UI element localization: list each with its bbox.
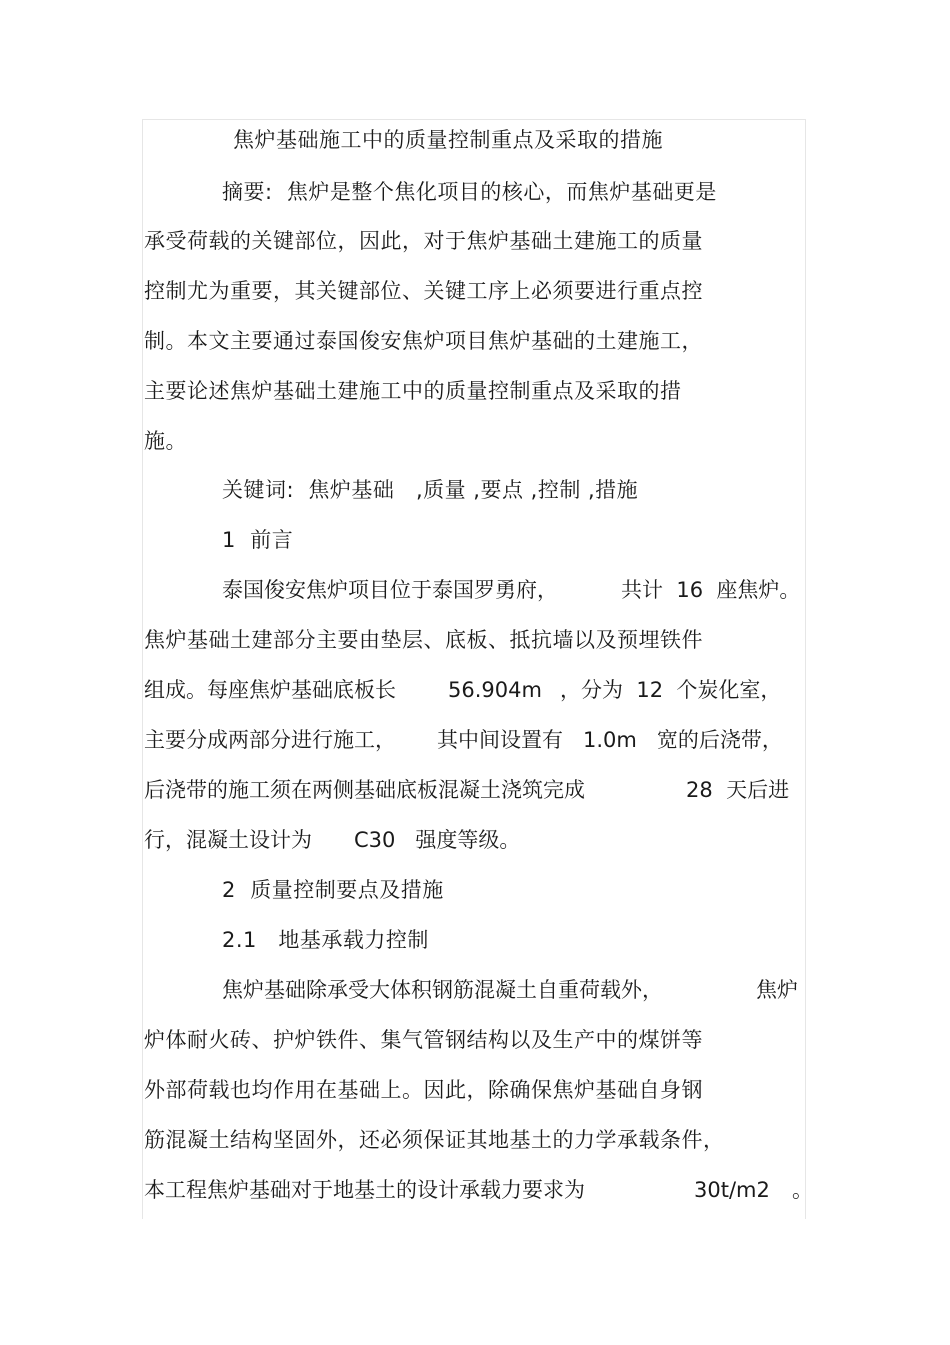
section-1-heading: 1 前言 (222, 528, 294, 552)
section-2-1-heading: 2.1 地基承载力控制 (222, 928, 429, 952)
sec21-line-1b: 焦炉 (756, 978, 798, 1002)
sec21-line-5a: 本工程焦炉基础对于地基土的设计承载力要求为 (144, 1178, 585, 1202)
sec1-line-3a: 组成。每座焦炉基础底板长 (144, 678, 396, 702)
abstract-line-3: 控制尤为重要，其关键部位、关键工序上必须要进行重点控 (144, 279, 703, 303)
sec1-line-3b: 56.904m (448, 678, 542, 702)
sec1-line-4a: 主要分成两部分进行施工， (144, 728, 396, 752)
abstract-line-4: 制。本文主要通过泰国俊安焦炉项目焦炉基础的土建施工， (144, 329, 703, 353)
sec1-line-6a: 行，混凝土设计为 (144, 828, 312, 852)
doc-title: 焦炉基础施工中的质量控制重点及采取的措施 (233, 128, 663, 152)
sec1-line-5b: 28 天后进 (686, 778, 790, 802)
keywords: 关键词: 焦炉基础 ,质量 ,要点 ,控制 ,措施 (222, 478, 639, 502)
sec1-line-1b: 共计 16 座焦炉。 (621, 578, 801, 602)
sec21-line-1a: 焦炉基础除承受大体积钢筋混凝土自重荷载外， (222, 978, 663, 1002)
sec1-line-4b: 其中间设置有 1.0m 宽的后浇带， (437, 728, 783, 752)
abstract-line-2: 承受荷载的关键部位，因此，对于焦炉基础土建施工的质量 (144, 229, 703, 253)
sec21-line-5b: 30t/m2 (694, 1178, 770, 1202)
sec21-line-2: 炉体耐火砖、护炉铁件、集气管钢结构以及生产中的煤饼等 (144, 1028, 703, 1052)
sec21-line-5c: 。 (792, 1178, 813, 1202)
section-2-heading: 2 质量控制要点及措施 (222, 878, 444, 902)
sec1-line-2: 焦炉基础土建部分主要由垫层、底板、抵抗墙以及预埋铁件 (144, 628, 703, 652)
sec1-line-6b: C30 强度等级。 (354, 828, 521, 852)
sec1-line-3c: ，分为 12 个炭化室， (560, 678, 782, 702)
abstract-line-6: 施。 (144, 429, 187, 453)
abstract-line-5: 主要论述焦炉基础土建施工中的质量控制重点及采取的措 (144, 379, 682, 403)
abstract-line-1: 摘要: 焦炉是整个焦化项目的核心，而焦炉基础更是 (222, 180, 717, 204)
sec1-line-1a: 泰国俊安焦炉项目位于泰国罗勇府， (222, 578, 558, 602)
sec21-line-4: 筋混凝土结构坚固外，还必须保证其地基土的力学承载条件， (144, 1128, 725, 1152)
sec21-line-3: 外部荷载也均作用在基础上。因此，除确保焦炉基础自身钢 (144, 1078, 703, 1102)
sec1-line-5a: 后浇带的施工须在两侧基础底板混凝土浇筑完成 (144, 778, 585, 802)
